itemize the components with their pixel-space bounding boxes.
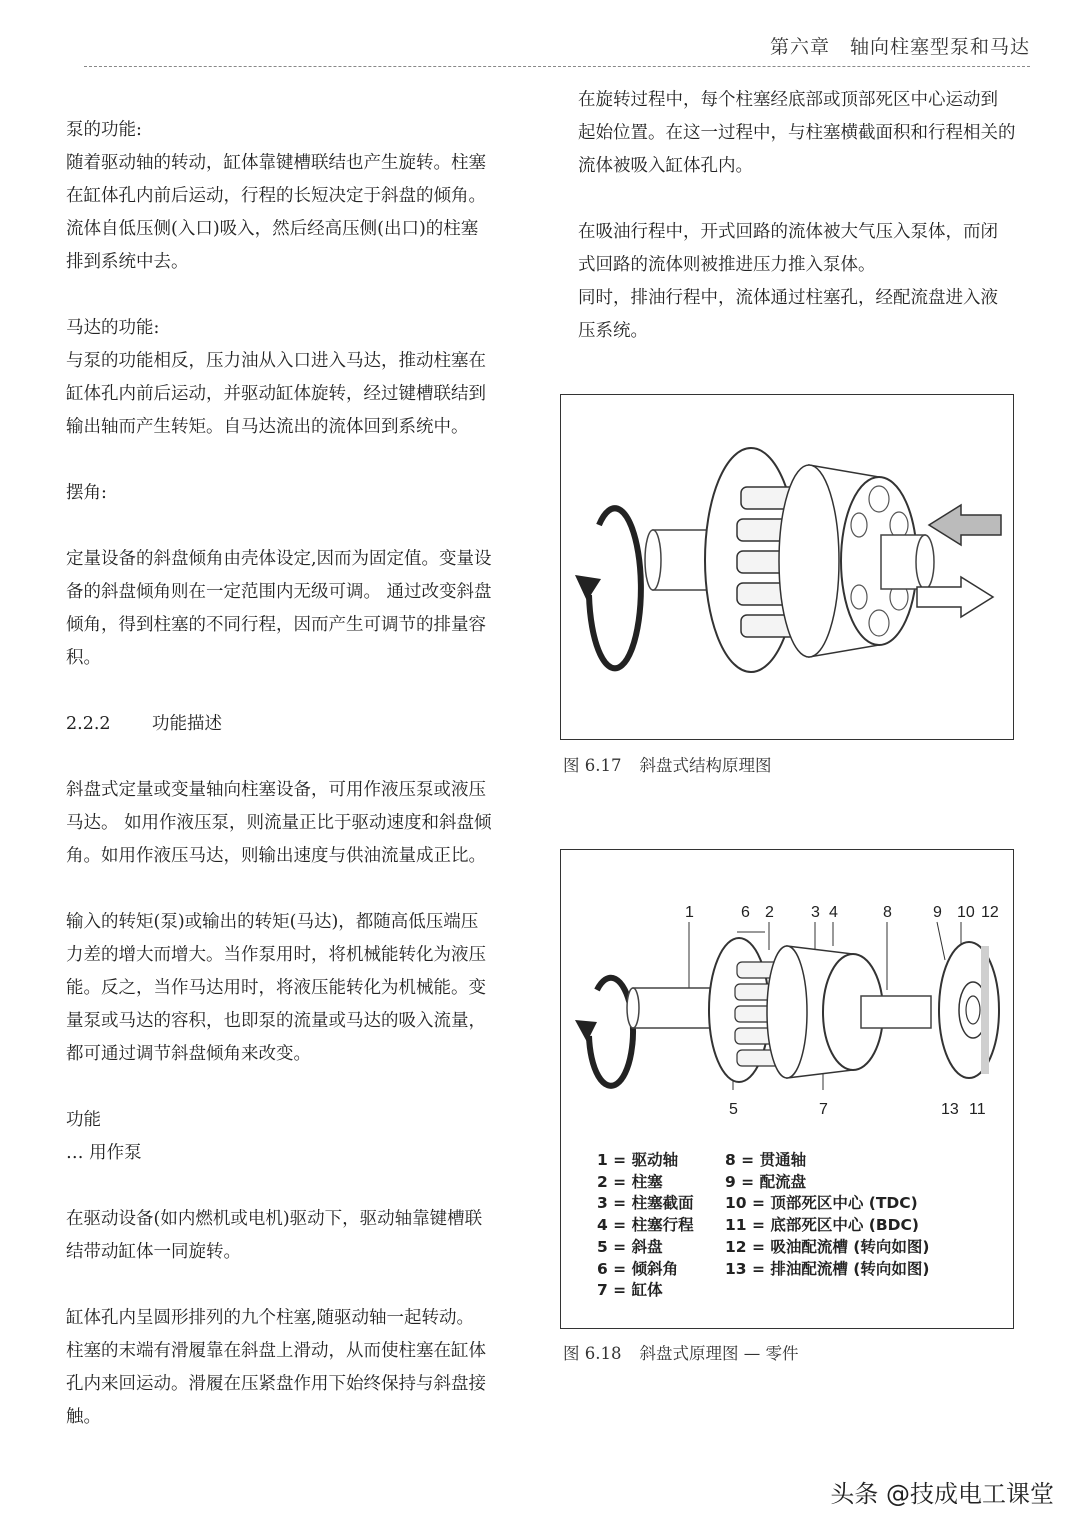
section-heading: [66, 708, 506, 741]
section-number: 2.2.2: [66, 714, 111, 734]
figure-number: 图 6.18: [563, 1344, 622, 1363]
text-line: 随着驱动轴的转动，缸体靠键槽联结也产生旋转。柱塞: [66, 153, 486, 173]
text-line: 缸体孔内前后运动，并驱动缸体旋转，经过键槽联结到: [66, 384, 486, 404]
text-line: 缸体孔内呈圆形排列的九个柱塞,随驱动轴一起转动。: [66, 1308, 475, 1328]
legend-item: 3 = 柱塞截面: [597, 1194, 694, 1213]
text-line: 排到系统中去。: [66, 252, 189, 272]
figure-6-17: [560, 394, 1014, 740]
legend-item: 9 = 配流盘: [725, 1172, 807, 1191]
as-pump-subheading: … 用作泵: [66, 1143, 142, 1163]
figure-6-18: [560, 849, 1014, 1329]
text-line: 与泵的功能相反，压力油从入口进入马达，推动柱塞在: [66, 351, 486, 371]
text-line: 流体被吸入缸体孔内。: [578, 156, 753, 176]
legend-column-left: [597, 1150, 694, 1302]
pump-function-heading: 泵的功能:: [66, 120, 142, 140]
legend-item: 7 = 缸体: [597, 1281, 663, 1300]
figure-title: 斜盘式原理图 — 零件: [639, 1344, 799, 1363]
section-title: 功能描述: [152, 714, 222, 734]
text-line: 起始位置。在这一过程中，与柱塞横截面积和行程相关的: [578, 123, 1016, 143]
text-line: 在驱动设备(如内燃机或电机)驱动下，驱动轴靠键槽联: [66, 1209, 483, 1229]
rotation-arrow-head: [575, 1020, 597, 1042]
function-heading: 功能: [66, 1110, 101, 1130]
callout-label: 1: [685, 904, 694, 921]
page-header: 第六章 轴向柱塞型泵和马达: [769, 36, 1030, 58]
callout-label: 13: [941, 1101, 959, 1118]
callout-label: 5: [729, 1101, 738, 1118]
motor-function-heading: 马达的功能:: [66, 318, 160, 338]
legend-item: 5 = 斜盘: [597, 1237, 663, 1256]
swing-angle-heading: 摆角:: [66, 483, 107, 503]
text-line: 积。: [66, 648, 101, 668]
legend-column-right: [725, 1150, 929, 1280]
header-divider: [84, 66, 1030, 67]
callout-label: 10: [957, 904, 975, 921]
text-line: 力差的增大而增大。当作泵用时，将机械能转化为液压: [66, 945, 486, 965]
text-line: 柱塞的末端有滑履靠在斜盘上滑动，从而使柱塞在缸体: [66, 1341, 486, 1361]
text-line: 输入的转矩(泵)或输出的转矩(马达)，都随高低压端压: [66, 912, 479, 932]
legend-item: 12 = 吸油配流槽 (转向如图): [725, 1237, 930, 1256]
rotation-arrow-icon: [589, 978, 633, 1086]
rotation-arrow-head: [575, 575, 601, 601]
legend-item: 1 = 驱动轴: [597, 1151, 679, 1169]
text-line: 定量设备的斜盘倾角由壳体设定,因而为固定值。变量设: [66, 549, 492, 569]
text-line: 压系统。: [578, 321, 648, 341]
text-line: 流体自低压侧(入口)吸入，然后经高压侧(出口)的柱塞: [66, 219, 479, 239]
text-line: 式回路的流体则被推进压力推入泵体。: [578, 255, 876, 275]
figure-6-18-caption: [563, 1340, 798, 1364]
figure-title: 斜盘式结构原理图: [639, 756, 772, 775]
text-line: 结带动缸体一同旋转。: [66, 1242, 241, 1262]
text-line: 同时，排油行程中，流体通过柱塞孔，经配流盘进入液: [578, 288, 998, 308]
text-line: 在旋转过程中，每个柱塞经底部或顶部死区中心运动到: [578, 90, 998, 110]
text-line: 孔内来回运动。滑履在压紧盘作用下始终保持与斜盘接: [66, 1374, 486, 1394]
callout-label: 2: [765, 904, 774, 921]
legend-item: 11 = 底部死区中心 (BDC): [725, 1216, 919, 1235]
legend-item: 2 = 柱塞: [597, 1172, 663, 1191]
swashplate-parts-illustration: [561, 850, 1013, 1140]
text-line: 量泵或马达的容积，也即泵的流量或马达的吸入流量，: [66, 1011, 486, 1031]
legend-item: 13 = 排油配流槽 (转向如图): [725, 1259, 930, 1278]
figure-number: 图 6.17: [563, 756, 622, 775]
text-line: 能。反之，当作马达用时，将液压能转化为机械能。变: [66, 978, 486, 998]
callout-label: 8: [883, 904, 892, 921]
left-column: [66, 114, 506, 1434]
text-line: 斜盘式定量或变量轴向柱塞设备，可用作液压泵或液压: [66, 780, 486, 800]
swashplate-structure-illustration: [561, 395, 1013, 739]
text-line: 角。如用作液压马达，则输出速度与供油流量成正比。: [66, 846, 486, 866]
text-line: 输出轴而产生转矩。自马达流出的流体回到系统中。: [66, 417, 469, 437]
callout-label: 3: [811, 904, 820, 921]
callout-label: 9: [933, 904, 942, 921]
text-line: 马达。 如用作液压泵，则流量正比于驱动速度和斜盘倾: [66, 813, 492, 833]
callout-label: 7: [819, 1101, 828, 1118]
text-line: 倾角，得到柱塞的不同行程，因而产生可调节的排量容: [66, 615, 486, 635]
right-column: [578, 84, 1018, 348]
legend-item: 4 = 柱塞行程: [597, 1216, 694, 1235]
callout-label: 6: [741, 904, 750, 921]
callout-label: 4: [829, 904, 838, 921]
watermark: 头条 @技成电工课堂: [830, 1480, 1054, 1508]
legend-item: 8 = 贯通轴: [725, 1151, 807, 1169]
inlet-arrow-icon: [929, 505, 1001, 545]
callout-label: 11: [969, 1101, 986, 1118]
text-line: 都可通过调节斜盘倾角来改变。: [66, 1044, 311, 1064]
rotation-arrow-icon: [589, 508, 641, 668]
text-line: 在缸体孔内前后运动，行程的长短决定于斜盘的倾角。: [66, 186, 486, 206]
legend-item: 6 = 倾斜角: [597, 1259, 679, 1278]
text-line: 触。: [66, 1407, 101, 1427]
text-line: 在吸油行程中，开式回路的流体被大气压入泵体，而闭: [578, 222, 998, 242]
callout-label: 12: [981, 904, 999, 921]
legend-item: 10 = 顶部死区中心 (TDC): [725, 1194, 918, 1213]
figure-6-17-caption: [563, 752, 771, 776]
text-line: 备的斜盘倾角则在一定范围内无级可调。 通过改变斜盘: [66, 582, 492, 602]
